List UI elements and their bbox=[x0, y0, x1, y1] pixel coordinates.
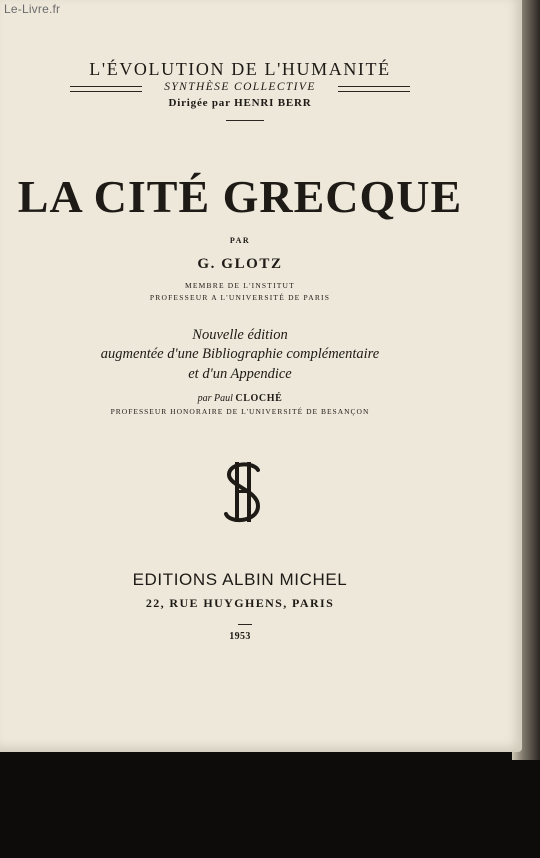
series-title: L'ÉVOLUTION DE L'HUMANITÉ bbox=[89, 59, 391, 79]
edition-line-1: Nouvelle édition bbox=[192, 327, 288, 343]
author-name: G. GLOTZ bbox=[197, 256, 283, 272]
publisher-name: EDITIONS ALBIN MICHEL bbox=[132, 570, 348, 589]
edition-line-3: et d'un Appendice bbox=[188, 366, 292, 382]
author-affiliation-1: MEMBRE DE L'INSTITUT bbox=[185, 281, 295, 290]
publisher-address: 22, RUE HUYGHENS, PARIS bbox=[145, 596, 335, 610]
background-shadow bbox=[0, 740, 540, 858]
publication-year: 1953 bbox=[229, 631, 251, 642]
divider bbox=[226, 120, 264, 121]
book-title: LA CITÉ GRECQUE bbox=[17, 171, 463, 222]
author-affiliation-2: PROFESSEUR A L'UNIVERSITÉ DE PARIS bbox=[149, 293, 331, 302]
double-rule-right bbox=[338, 86, 410, 92]
reviser-prefix: par Paul bbox=[197, 393, 233, 404]
reviser-title: PROFESSEUR HONORAIRE DE L'UNIVERSITÉ DE BESANÇON bbox=[110, 407, 370, 416]
year-divider bbox=[238, 624, 252, 625]
series-subtitle-row bbox=[70, 82, 410, 96]
by-label: PAR bbox=[229, 236, 251, 245]
series-subtitle: SYNTHÈSE COLLECTIVE bbox=[164, 81, 316, 93]
edition-line-2: augmentée d'une Bibliographie complémentaire bbox=[100, 346, 380, 362]
reviser-name: CLOCHÉ bbox=[235, 393, 283, 404]
reviser-line bbox=[0, 393, 480, 404]
series-editor: Dirigée par HENRI BERR bbox=[168, 97, 312, 109]
monogram-s-h-icon bbox=[218, 460, 268, 528]
watermark-text: Le-Livre.fr bbox=[4, 2, 61, 16]
